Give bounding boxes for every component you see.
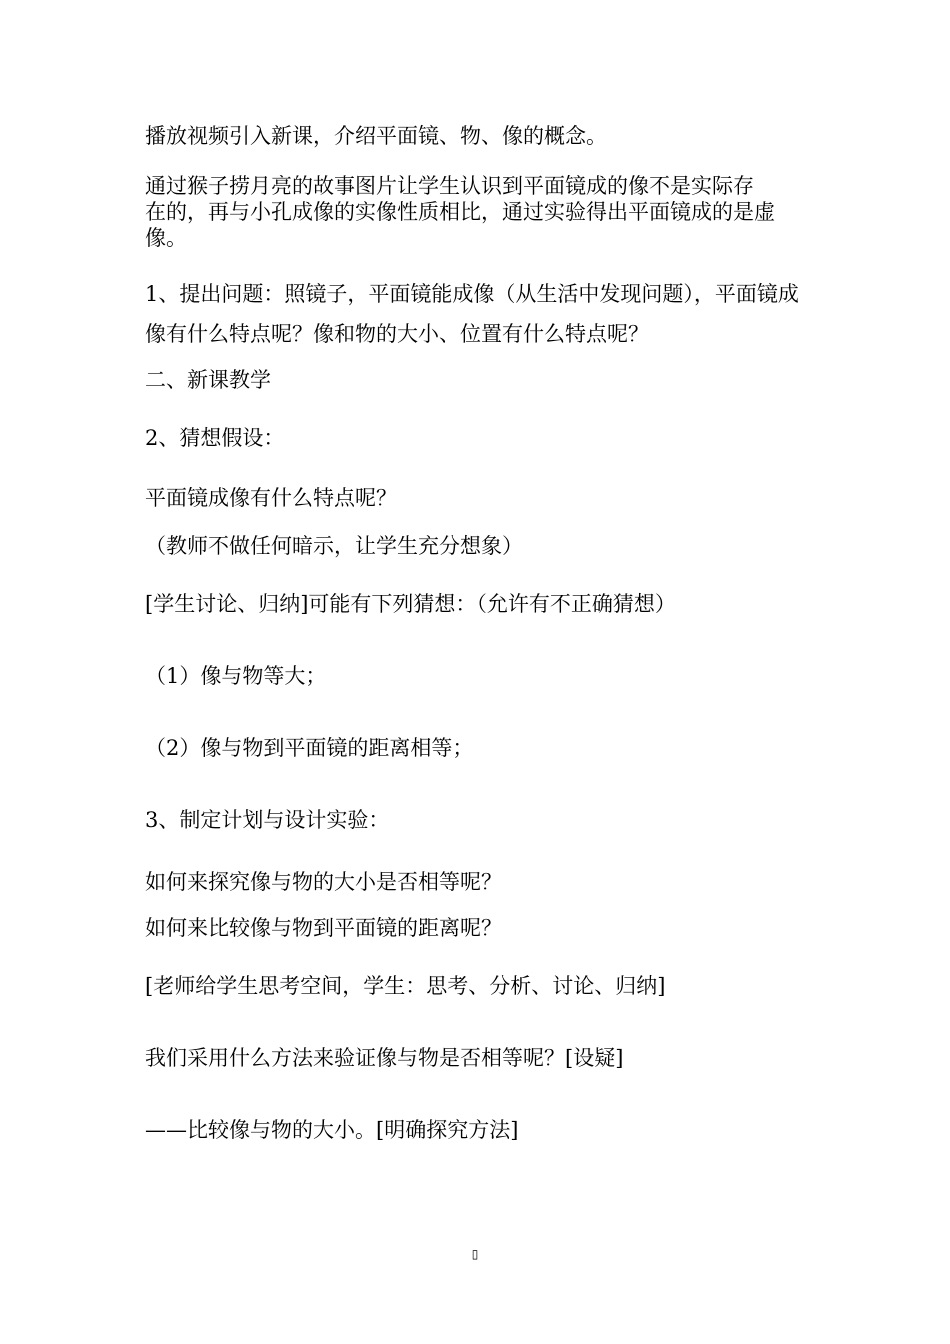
text-line-plan: 3、制定计划与设计实验： bbox=[145, 808, 390, 832]
page-footer-mark: ▯ bbox=[471, 1247, 479, 1261]
text-line-question-1: 1、提出问题：照镜子，平面镜能成像（从生活中发现问题），平面镜成 bbox=[145, 282, 799, 306]
text-line-teacher-space: [老师给学生思考空间，学生：思考、分析、讨论、归纳] bbox=[145, 974, 666, 998]
text-line-monkey-story-3: 像。 bbox=[145, 226, 187, 250]
section-heading-new-lesson: 二、新课教学 bbox=[145, 368, 271, 392]
text-line-intro: 播放视频引入新课，介绍平面镜、物、像的概念。 bbox=[145, 124, 607, 148]
text-line-method-answer: ——比较像与物的大小。[明确探究方法] bbox=[145, 1118, 519, 1142]
text-line-teacher-note: （教师不做任何暗示，让学生充分想象） bbox=[145, 534, 523, 558]
text-line-size-question: 如何来探究像与物的大小是否相等呢？ bbox=[145, 870, 502, 894]
text-line-guess-2: （2）像与物到平面镜的距离相等； bbox=[145, 736, 474, 760]
text-line-guess-1: （1）像与物等大； bbox=[145, 664, 327, 688]
text-line-monkey-story-2: 在的，再与小孔成像的实像性质相比，通过实验得出平面镜成的是虚 bbox=[145, 200, 775, 224]
text-line-hypothesis: 2、猜想假设： bbox=[145, 426, 285, 450]
text-line-distance-question: 如何来比较像与物到平面镜的距离呢？ bbox=[145, 916, 502, 940]
text-line-monkey-story-1: 通过猴子捞月亮的故事图片让学生认识到平面镜成的像不是实际存 bbox=[145, 174, 754, 198]
text-line-student-discussion: [学生讨论、归纳]可能有下列猜想：（允许有不正确猜想） bbox=[145, 592, 676, 616]
text-line-question-2: 像有什么特点呢？像和物的大小、位置有什么特点呢？ bbox=[145, 322, 649, 346]
text-line-features-question: 平面镜成像有什么特点呢？ bbox=[145, 486, 397, 510]
text-line-method-question: 我们采用什么方法来验证像与物是否相等呢？[设疑] bbox=[145, 1046, 624, 1070]
